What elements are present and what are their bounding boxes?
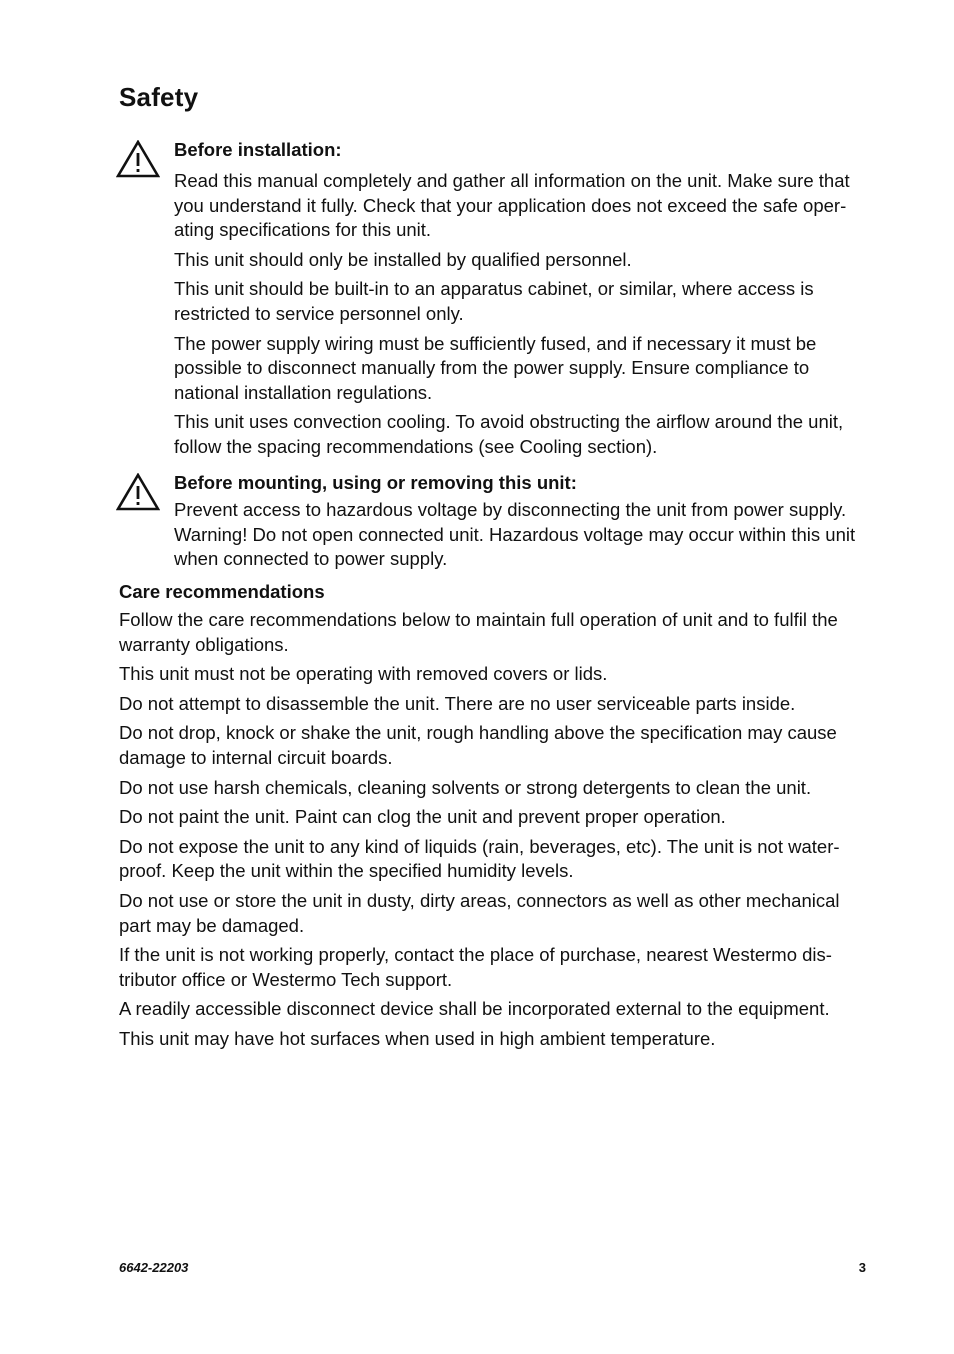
- care-paragraph: Do not attempt to disassemble the unit. There are no user serviceable parts inside.: [119, 692, 796, 714]
- care-recommendations-section: [119, 580, 868, 1057]
- care-recommendations-heading: Care recommendations: [119, 581, 325, 602]
- care-paragraph: Do not use harsh chemicals, cleaning solvents or strong detergents to clean the unit.: [119, 776, 812, 798]
- care-paragraph: Do not use or store the unit in dusty, dirty areas, connectors as well as other mechanical part may be damaged.: [119, 889, 840, 936]
- care-paragraph: A readily accessible disconnect device shall be incorporated external to the equipment.: [119, 998, 830, 1020]
- care-paragraph: If the unit is not working properly, contact the place of purchase, nearest Westermo dis-tributor office or Westermo Tech support.: [119, 944, 832, 990]
- care-paragraph: Follow the care recommendations below to maintain full operation of unit and to fulfil the warranty obligations.: [119, 609, 838, 655]
- care-paragraph: Do not drop, knock or shake the unit, rough handling above the specification may cause damage to internal circuit boards.: [119, 722, 837, 768]
- document-number: 6642-22203: [119, 1260, 189, 1275]
- care-paragraph: Do not expose the unit to any kind of liquids (rain, beverages, etc). The unit is not water-proof. Keep the unit within the specified humidity levels.: [119, 835, 840, 882]
- install-paragraph: The power supply wiring must be sufficiently fused, and if necessary it must be possible to disconnect manually from the power supply. Ensure compliance to national installation regulations.: [174, 332, 817, 403]
- install-paragraph: This unit uses convection cooling. To avoid obstructing the airflow around the unit, follow the spacing recommendations (see Cooling section).: [174, 411, 844, 457]
- install-paragraph: This unit should be built-in to an apparatus cabinet, or similar, where access is restricted to service personnel only.: [174, 278, 814, 324]
- before-installation-section: [116, 138, 868, 465]
- care-paragraph: Do not paint the unit. Paint can clog the unit and prevent proper operation.: [119, 806, 726, 828]
- install-paragraph: Read this manual completely and gather all information on the unit. Make sure that you understand it fully. Check that your application does not exceed the safe oper-ating specifications for this unit.: [174, 170, 850, 241]
- before-mounting-heading: Before mounting, using or removing this unit:: [174, 472, 577, 493]
- care-paragraph: This unit may have hot surfaces when used in high ambient temperature.: [119, 1027, 716, 1049]
- warning-triangle-icon: [116, 140, 160, 178]
- care-paragraph: This unit must not be operating with removed covers or lids.: [119, 663, 608, 685]
- page-title: Safety: [119, 82, 199, 112]
- page-number: 3: [858, 1260, 866, 1275]
- before-mounting-section: [116, 471, 868, 577]
- before-installation-heading: Before installation:: [174, 139, 342, 160]
- warning-triangle-icon: [116, 473, 160, 511]
- install-paragraph: This unit should only be installed by qualified personnel.: [174, 248, 632, 270]
- mounting-paragraph: Prevent access to hazardous voltage by disconnecting the unit from power supply. Warning! Do not open connected unit. Hazardous voltage may occur within this unit when connected to power supply.: [174, 499, 856, 570]
